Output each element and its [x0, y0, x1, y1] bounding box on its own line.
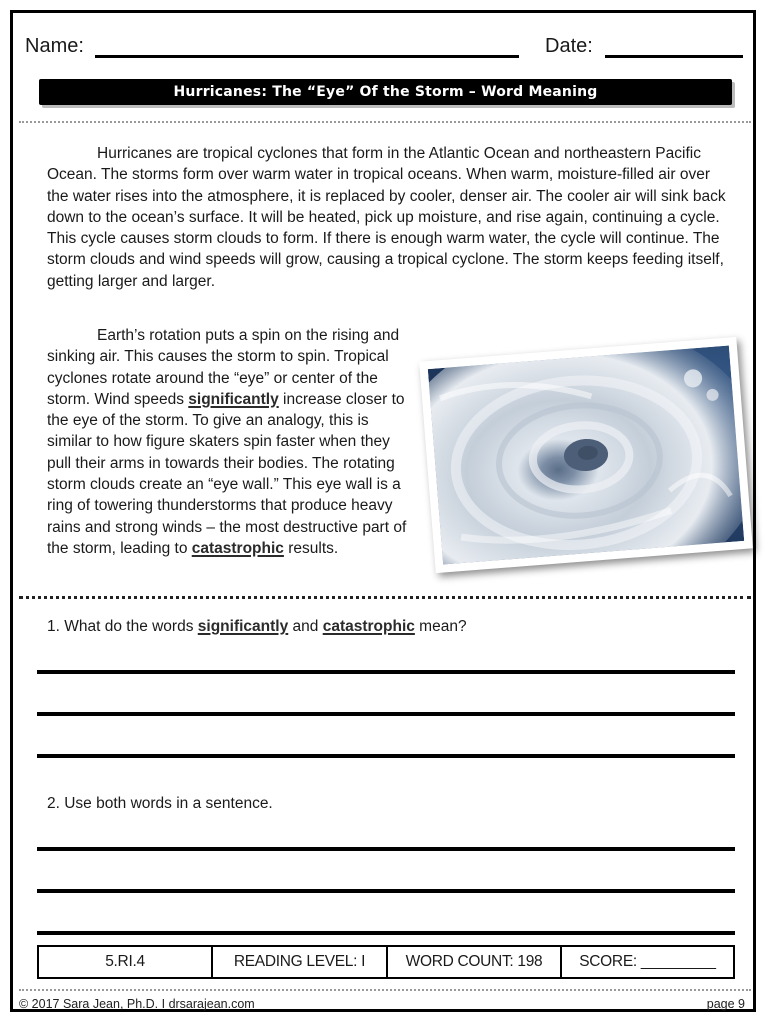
divider-top [19, 121, 751, 123]
score-table [37, 945, 735, 979]
standard-cell: 5.RI.4 [39, 947, 213, 977]
divider-bottom [19, 989, 751, 991]
date-label: Date: [545, 35, 593, 57]
answer-line-1c[interactable] [37, 754, 735, 758]
passage-paragraph-2-text-c: results. [283, 539, 339, 557]
question-1-text-b: mean? [414, 618, 467, 635]
answer-line-2c[interactable] [37, 931, 735, 935]
name-label: Name: [25, 35, 84, 57]
copyright-text: © 2017 Sara Jean, Ph.D. I drsarajean.com [19, 997, 255, 1011]
question-1-text-a: 1. What do the words [47, 618, 198, 635]
hurricane-satellite-image [428, 345, 744, 564]
worksheet-title: Hurricanes: The “Eye” Of the Storm – Word Meaning [39, 79, 732, 105]
answer-line-1b[interactable] [37, 712, 735, 716]
answer-line-2b[interactable] [37, 889, 735, 893]
passage-paragraph-1-text: Hurricanes are tropical cyclones that form in the Atlantic Ocean and northeastern Pacific Ocean. The storms form over warm water in tropical oceans. When warm, moisture-filled air over the water rises into the atmosphere, it is replaced by cooler, denser air. The cooler air will sink back down to the ocean’s surface. It will be heated, pick up moisture, and rise again, continuing a cycle. This cycle causes storm clouds to form. If there is enough warm water, the cycle will continue. The storm clouds and wind speeds will grow, causing a tropical cyclone. The storm keeps feeding itself, getting larger and larger. [47, 145, 726, 290]
vocab-word-significantly: significantly [188, 390, 279, 408]
passage-paragraph-2 [47, 325, 415, 559]
question-1-word-significantly: significantly [197, 618, 289, 635]
question-2: 2. Use both words in a sentence. [47, 795, 273, 812]
passage-paragraph-1 [47, 143, 729, 292]
vocab-word-catastrophic: catastrophic [191, 539, 284, 557]
reading-level-cell: READING LEVEL: I [213, 947, 388, 977]
question-1 [47, 618, 467, 636]
score-cell: SCORE: _________ [579, 953, 716, 970]
answer-line-2a[interactable] [37, 847, 735, 851]
question-1-text-and: and [288, 618, 323, 635]
question-1-word-catastrophic: catastrophic [322, 618, 415, 635]
page-number: page 9 [706, 997, 745, 1011]
divider-middle [19, 596, 751, 599]
word-count-cell: WORD COUNT: 198 [388, 947, 562, 977]
answer-line-1a[interactable] [37, 670, 735, 674]
hurricane-photo [419, 337, 753, 573]
passage-paragraph-2-text-a: Earth’s rotation puts a spin on the rising and sinking air. This causes the storm to spin. Tropical cyclones rotate around the “eye” or center of the storm. Wind speeds [47, 327, 400, 408]
date-field-line[interactable] [605, 55, 743, 58]
worksheet-page [10, 10, 756, 1012]
name-field-line[interactable] [95, 55, 519, 58]
passage-paragraph-2-text-b: increase closer to the eye of the storm. To give an analogy, this is similar to how figure skaters spin faster when they pull their arms in towards their bodies. The rotating storm clouds create an “eye wall.” This eye wall is a ring of towering thunderstorms that produce heavy rains and strong winds – the most destructive part of the storm, leading to [47, 390, 407, 557]
